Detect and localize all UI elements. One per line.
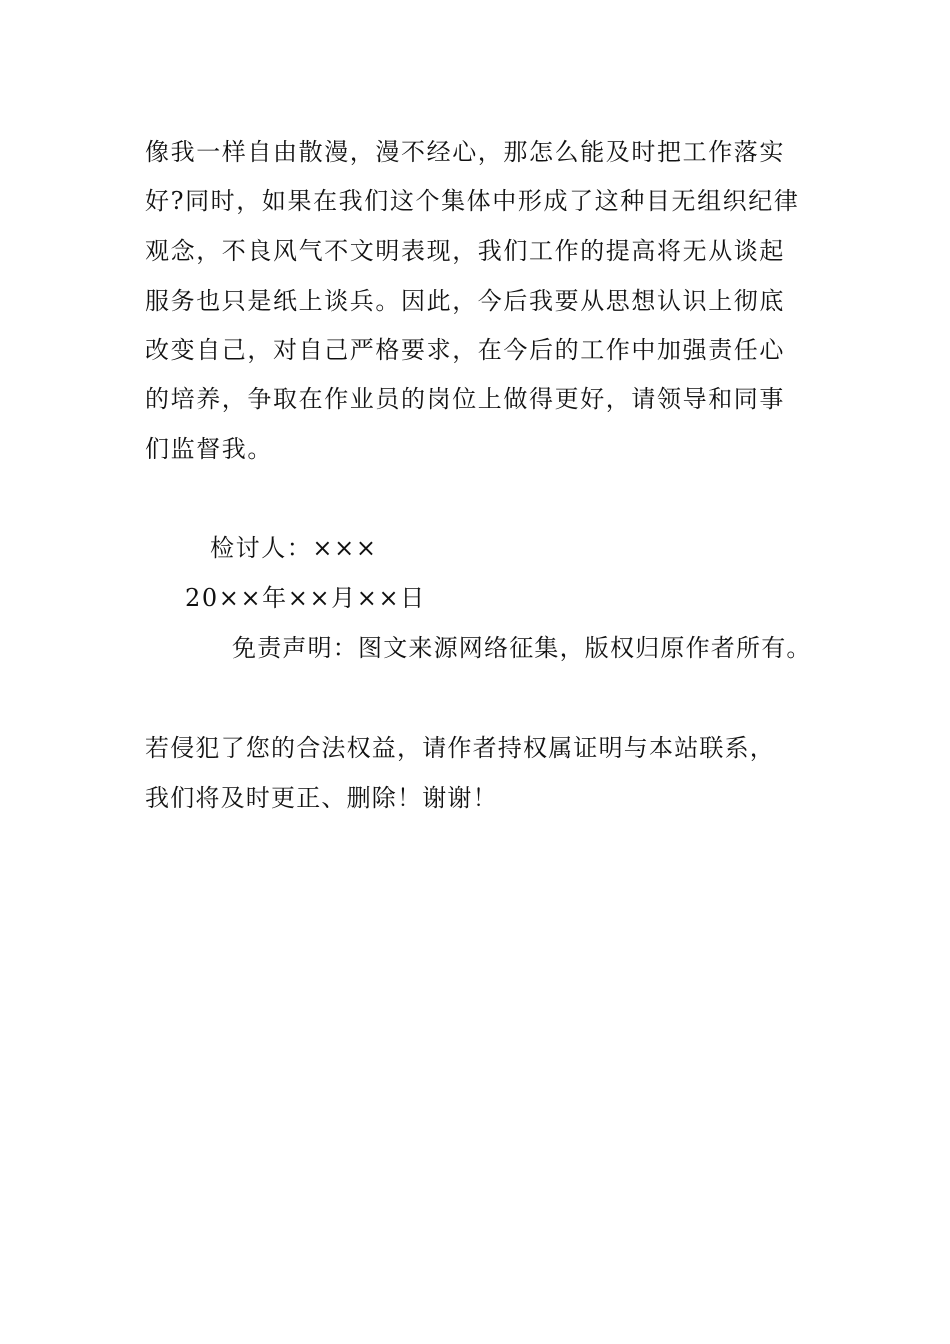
signer-line: 检讨人：××× [210, 534, 378, 562]
copyright-notice-line: 我们将及时更正、删除！谢谢！ [145, 784, 498, 812]
paragraph-line: 服务也只是纸上谈兵。因此，今后我要从思想认识上彻底 [145, 287, 785, 315]
paragraph-line: 们监督我。 [145, 435, 273, 463]
paragraph-line: 像我一样自由散漫，漫不经心，那怎么能及时把工作落实 [145, 138, 785, 166]
copyright-notice-line: 若侵犯了您的合法权益，请作者持权属证明与本站联系， [145, 734, 775, 762]
disclaimer-text: 免责声明：图文来源网络征集，版权归原作者所有。 [232, 634, 812, 662]
paragraph-line: 观念，不良风气不文明表现，我们工作的提高将无从谈起 [145, 237, 785, 265]
paragraph-line: 的培养，争取在作业员的岗位上做得更好，请领导和同事 [145, 385, 785, 413]
paragraph-line: 好?同时，如果在我们这个集体中形成了这种目无组织纪律 [145, 187, 800, 215]
date-line: 20××年××月××日 [185, 584, 426, 612]
paragraph-line: 改变自己，对自己严格要求，在今后的工作中加强责任心 [145, 336, 785, 364]
